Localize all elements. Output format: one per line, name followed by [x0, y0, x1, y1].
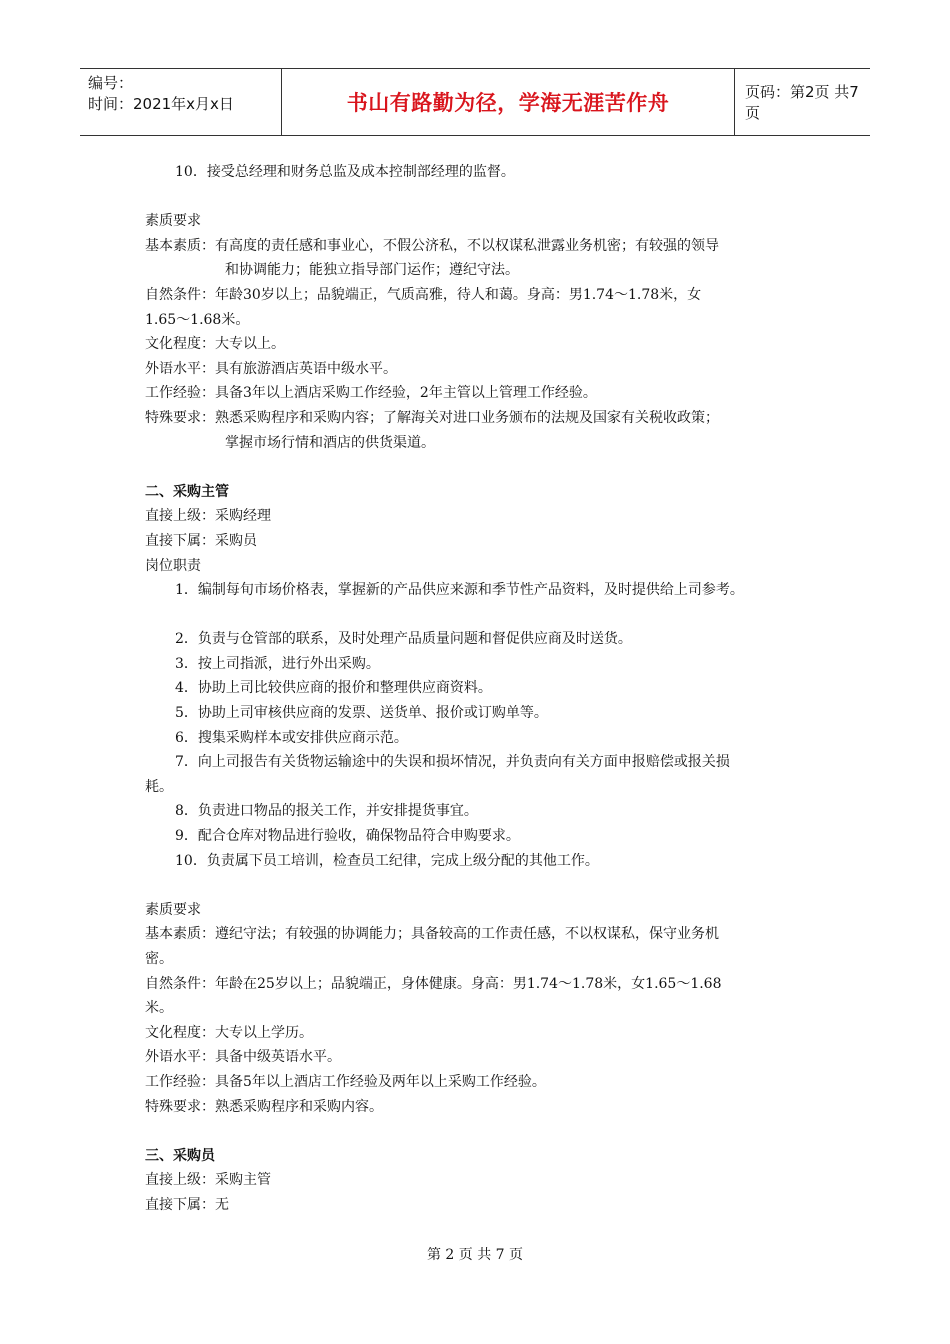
paragraph-line: 基本素质：遵纪守法；有较强的协调能力；具备较高的工作责任感，不以权谋私，保守业务机: [145, 926, 719, 943]
paragraph-line: 特殊要求：熟悉采购程序和采购内容。: [145, 1098, 383, 1115]
list-item: 7．向上司报告有关货物运输途中的失误和损坏情况，并负责向有关方面申报赔偿或报关损: [175, 754, 730, 771]
paragraph-line: 文化程度：大专以上。: [145, 336, 285, 353]
section-subheading: 素质要求: [145, 901, 201, 918]
header-motto-cell: [282, 69, 735, 135]
list-item: 1．编制每旬市场价格表，掌握新的产品供应来源和季节性产品资料，及时提供给上司参考。: [175, 582, 744, 599]
paragraph-line: 密。: [145, 951, 173, 967]
list-item: 9．配合仓库对物品进行验收，确保物品符合申购要求。: [175, 828, 520, 845]
spacer: [145, 455, 825, 480]
list-item: 10．接受总经理和财务总监及成本控制部经理的监督。: [175, 164, 515, 180]
document-body: [145, 160, 825, 1218]
section-subheading: 岗位职责: [145, 557, 201, 574]
list-item: 6．搜集采购样本或安排供应商示范。: [175, 729, 408, 746]
spacer: [145, 1119, 825, 1144]
paragraph-line: 基本素质：有高度的责任感和事业心，不假公济私，不以权谋私泄露业务机密；有较强的领导: [145, 237, 719, 254]
section-heading: 三、采购员: [145, 1147, 215, 1164]
page-footer: [0, 1244, 950, 1264]
paragraph-line: 工作经验：具备5年以上酒店工作经验及两年以上采购工作经验。: [145, 1073, 546, 1090]
list-item: 10．负责属下员工培训，检查员工纪律，完成上级分配的其他工作。: [175, 852, 599, 869]
list-item: 4．协助上司比较供应商的报价和整理供应商资料。: [175, 680, 492, 697]
section-subheading: 素质要求: [145, 213, 201, 230]
list-item: 5．协助上司审核供应商的发票、送货单、报价或订购单等。: [175, 705, 548, 722]
paragraph-line: 直接下属：无: [145, 1196, 229, 1213]
footer-page-number: 第 2 页 共 7 页: [426, 1247, 524, 1263]
spacer: [145, 873, 825, 898]
list-item: 2．负责与仓管部的联系，及时处理产品质量问题和督促供应商及时送货。: [175, 631, 632, 648]
spacer: [145, 185, 825, 210]
page-header: [80, 68, 870, 136]
header-page-cell: [735, 69, 870, 135]
paragraph-line: 直接上级：采购主管: [145, 1172, 271, 1189]
document-number-label: 编号：: [88, 74, 134, 92]
paragraph-line: 外语水平：具有旅游酒店英语中级水平。: [145, 360, 397, 377]
header-motto: 书山有路勤为径，学海无涯苦作舟: [346, 91, 670, 115]
list-item-continuation: 耗。: [145, 778, 173, 795]
list-item: 8．负责进口物品的报关工作，并安排提货事宜。: [175, 803, 478, 820]
paragraph-line: 工作经验：具备3年以上酒店采购工作经验，2年主管以上管理工作经验。: [145, 385, 597, 402]
header-info-cell: [80, 69, 282, 135]
document-date-label: 时间：2021年x月x日: [88, 95, 234, 113]
paragraph-line: 掌握市场行情和酒店的供货渠道。: [225, 434, 435, 451]
header-page-label: 页码：第2页 共7页: [745, 83, 859, 122]
paragraph-line: 文化程度：大专以上学历。: [145, 1024, 313, 1041]
spacer: [145, 603, 825, 628]
paragraph-line: 自然条件：年龄30岁以上；品貌端正，气质高雅，待人和蔼。身高：男1.74～1.78米，女: [145, 286, 702, 303]
paragraph-line: 特殊要求：熟悉采购程序和采购内容；了解海关对进口业务颁布的法规及国家有关税收政策；: [145, 409, 719, 426]
paragraph-line: 直接上级：采购经理: [145, 508, 271, 525]
paragraph-line: 米。: [145, 1000, 173, 1017]
paragraph-line: 直接下属：采购员: [145, 532, 257, 549]
paragraph-line: 外语水平：具备中级英语水平。: [145, 1049, 341, 1066]
paragraph-line: 和协调能力；能独立指导部门运作；遵纪守法。: [225, 262, 519, 279]
paragraph-line: 自然条件：年龄在25岁以上；品貌端正，身体健康。身高：男1.74～1.78米，女1.65～1.68: [145, 975, 722, 992]
section-heading: 二、采购主管: [145, 483, 229, 500]
paragraph-line: 1.65～1.68米。: [145, 311, 250, 328]
list-item: 3．按上司指派，进行外出采购。: [175, 655, 380, 672]
